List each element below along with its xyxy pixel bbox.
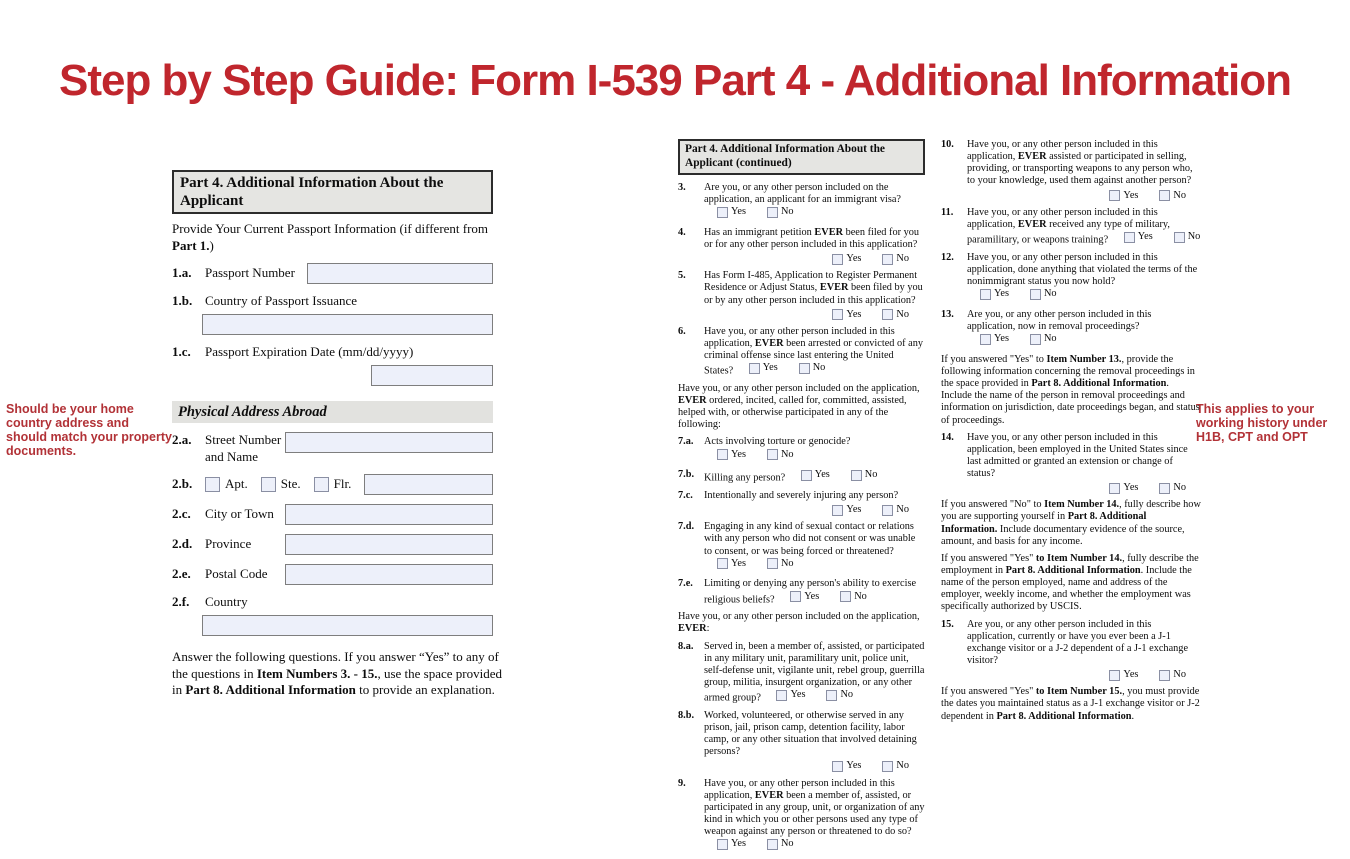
yes-label: Yes	[731, 557, 746, 569]
question-text: If you answered "Yes" to Item Number 13., provide the following information concerning the removal proceedings in the space provided in Part 8. Additional Information. Include the name of the person in removal proceedings and information on jurisdiction, date proceedings began, and status of proceedings.	[941, 353, 1200, 426]
part4-header: Part 4. Additional Information About the Applicant	[172, 170, 493, 214]
question-text: Are you, or any other person included on the application, an applicant for an immigrant visa?	[704, 181, 902, 205]
question-number: 8.b.	[678, 709, 695, 721]
yes-no-group	[832, 253, 909, 265]
question-text: Have you, or any other person included in this application, EVER assisted or participated in selling, providing, or transporting weapons to any person who, to your knowledge, used them against another person?	[967, 139, 1193, 187]
no-label: No	[780, 448, 794, 460]
flr-label: Flr.	[333, 476, 352, 492]
ste-label: Ste.	[280, 476, 301, 492]
ste-option	[261, 476, 301, 493]
question-text: Killing any person?	[704, 472, 786, 484]
passport-number-input[interactable]	[307, 263, 493, 284]
question-text: Has Form I-485, Application to Register Permanent Residence or Adjust Status, EVER been filed by you or by any other person included in this application?	[704, 270, 923, 306]
yes-checkbox[interactable]	[717, 839, 728, 850]
yes-no-group	[1109, 190, 1186, 202]
form-column-questions-10-15	[941, 139, 1202, 728]
no-label: No	[780, 206, 794, 218]
field-label: Country of Passport Issuance	[205, 293, 358, 309]
field-label: Passport Expiration Date (mm/dd/yyyy)	[205, 343, 414, 359]
yes-no-group	[1109, 482, 1186, 494]
no-checkbox[interactable]	[767, 558, 778, 569]
yes-no-group	[776, 689, 853, 701]
field-number: 2.d.	[172, 536, 193, 552]
question-body	[941, 553, 1202, 614]
no-label: No	[896, 760, 909, 772]
question-number: 7.e.	[678, 578, 693, 590]
field-province	[172, 534, 493, 555]
question-body	[704, 521, 925, 573]
question-text: Have you, or any other person included in this application, EVER been arrested or convicted of any criminal offense since last entering the United States?	[704, 325, 924, 377]
question-text: If you answered "Yes" to Item Number 15., you must provide the dates you maintained status as a J-1 exchange visitor or J-2 dependent in Part 8. Additional Information.	[941, 686, 1200, 722]
apt-checkbox[interactable]	[205, 477, 220, 492]
question-row	[941, 354, 1202, 427]
question-body	[967, 139, 1202, 202]
question-body	[967, 432, 1202, 495]
yes-checkbox[interactable]	[832, 505, 843, 516]
yes-checkbox[interactable]	[1109, 670, 1120, 681]
no-label: No	[840, 689, 854, 701]
yes-checkbox[interactable]	[749, 363, 760, 374]
no-checkbox[interactable]	[767, 207, 778, 218]
yes-label: Yes	[846, 760, 862, 772]
question-text: If you answered "No" to Item Number 14., fully describe how you are supporting yourself in Part 8. Additional Information. Include documentary evidence of the source, amount, and basis for any income.	[941, 499, 1201, 547]
yes-no-group	[717, 558, 794, 570]
yes-label: Yes	[994, 333, 1009, 345]
question-row	[941, 139, 1202, 202]
no-label: No	[896, 253, 909, 265]
yes-checkbox[interactable]	[832, 254, 843, 265]
question-row	[941, 432, 1202, 495]
no-checkbox[interactable]	[840, 591, 851, 602]
field-number: 1.c.	[172, 343, 191, 359]
question-text: Have you, or any other person included in this application, EVER received any type of military, paramilitary, or weapons training?	[967, 206, 1170, 246]
yes-label: Yes	[790, 689, 806, 701]
question-text: Has an immigrant petition EVER been filed for you or for any other person included in this application?	[704, 226, 920, 250]
yes-label: Yes	[731, 448, 746, 460]
question-body	[704, 182, 925, 222]
field-passport-number	[172, 263, 493, 284]
flr-option	[314, 476, 352, 493]
question-text: Worked, volunteered, or otherwise served in any prison, jail, prison camp, detention facility, labor camp, or any other situation that involved detaining persons?	[704, 709, 917, 758]
question-body	[704, 436, 925, 464]
yes-label: Yes	[846, 504, 862, 516]
no-checkbox[interactable]	[767, 839, 778, 850]
question-text: If you answered "Yes" to Item Number 14., fully describe the employment in Part 8. Additional Information. Include the name of the person employed, name and address of the employer, weekly income, and whether the employment was specifically authorized by USCIS.	[941, 552, 1199, 613]
no-checkbox[interactable]	[882, 505, 893, 516]
field-number: 1.a.	[172, 265, 192, 281]
form-column-passport-address	[172, 170, 502, 699]
yes-checkbox[interactable]	[1109, 190, 1120, 201]
no-label: No	[1173, 482, 1186, 494]
field-country	[172, 594, 493, 636]
question-body	[704, 641, 925, 705]
yes-label: Yes	[1123, 189, 1139, 201]
question-number: 7.a.	[678, 436, 694, 448]
question-body	[704, 326, 925, 378]
field-street	[172, 432, 493, 465]
question-text: Have you, or any other person included on the application, EVER ordered, incited, called for, committed, assisted, helped with, or otherwise participated in any of the following:	[678, 382, 920, 431]
field-number: 2.e.	[172, 566, 191, 582]
no-checkbox[interactable]	[882, 254, 893, 265]
yes-checkbox[interactable]	[1124, 232, 1135, 243]
question-text: Limiting or denying any person's ability to exercise religious beliefs?	[704, 578, 917, 606]
question-number: 3.	[678, 181, 686, 193]
question-body	[704, 270, 925, 321]
question-text: Have you, or any other person included in this application, EVER been a member of, assisted, or participated in any group, unit, or organization of any kind in which you or other persons used any type of weapon against any person or threatened to do so?	[704, 777, 925, 838]
question-row	[678, 227, 925, 265]
yes-label: Yes	[846, 308, 862, 320]
question-body	[967, 619, 1202, 682]
yes-label: Yes	[814, 469, 830, 481]
no-label: No	[1173, 669, 1186, 681]
yes-checkbox[interactable]	[980, 289, 991, 300]
yes-checkbox[interactable]	[717, 207, 728, 218]
field-number: 2.c.	[172, 506, 191, 522]
field-passport-expiration	[172, 344, 493, 386]
apt-number-input[interactable]	[364, 474, 493, 495]
yes-no-group	[717, 206, 794, 218]
no-checkbox[interactable]	[826, 690, 837, 701]
no-checkbox[interactable]	[882, 309, 893, 320]
no-checkbox[interactable]	[1030, 289, 1041, 300]
city-input[interactable]	[285, 504, 493, 525]
no-checkbox[interactable]	[767, 449, 778, 460]
yes-checkbox[interactable]	[717, 558, 728, 569]
question-row	[678, 383, 925, 432]
part4-continued-header: Part 4. Additional Information About the Applicant (continued)	[678, 139, 925, 175]
question-text: Have you, or any other person included in this application, been employed in the United States since last admitted or granted an extension or change of status?	[967, 431, 1188, 480]
answer-questions-note: Answer the following questions. If you answer “Yes” to any of the questions in Item Numbers 3. - 15., use the space provided in Part 8. Additional Information to provide an explanation.	[172, 648, 502, 698]
annotation-working-history: This applies to your working history under H1B, CPT and OPT	[1196, 402, 1328, 444]
no-checkbox[interactable]	[1159, 190, 1170, 201]
question-body	[704, 578, 925, 606]
flr-checkbox[interactable]	[314, 477, 329, 492]
field-apt-ste-flr	[172, 474, 493, 495]
question-body	[967, 252, 1202, 304]
no-label: No	[812, 362, 826, 374]
question-row	[941, 499, 1202, 548]
questions-10-15	[941, 139, 1202, 723]
question-number: 12.	[941, 251, 954, 263]
question-text: Acts involving torture or genocide?	[704, 436, 851, 448]
question-row	[678, 778, 925, 854]
question-number: 5.	[678, 270, 686, 282]
field-label: Passport Number	[205, 265, 295, 281]
question-body	[941, 499, 1202, 548]
yes-label: Yes	[731, 206, 746, 218]
question-row	[941, 207, 1202, 247]
question-number: 8.a.	[678, 640, 694, 652]
question-body	[941, 354, 1202, 427]
country-of-issuance-input[interactable]	[202, 314, 493, 335]
question-row	[941, 252, 1202, 304]
yes-no-group	[1124, 231, 1201, 243]
question-row	[678, 469, 925, 485]
question-row	[678, 641, 925, 705]
no-label: No	[1173, 189, 1186, 201]
no-checkbox[interactable]	[1159, 670, 1170, 681]
question-row	[678, 521, 925, 573]
question-body	[678, 611, 925, 635]
street-input[interactable]	[285, 432, 493, 453]
question-body	[704, 490, 925, 516]
question-text: Have you, or any other person included on the application, EVER:	[678, 611, 920, 635]
question-row	[678, 326, 925, 378]
question-row	[678, 578, 925, 606]
no-label: No	[864, 469, 878, 481]
passport-intro: Provide Your Current Passport Information (if different from Part 1.)	[172, 221, 489, 253]
postal-code-input[interactable]	[285, 564, 493, 585]
field-number: 2.b.	[172, 476, 193, 492]
no-checkbox[interactable]	[851, 470, 862, 481]
field-label: City or Town	[205, 506, 274, 522]
question-body	[704, 227, 925, 265]
question-row	[678, 710, 925, 773]
yes-no-group	[717, 838, 794, 850]
no-label: No	[896, 308, 909, 320]
no-label: No	[1187, 230, 1201, 242]
yes-no-group	[832, 309, 909, 321]
field-label: Province	[205, 536, 252, 552]
yes-no-group	[980, 288, 1057, 300]
field-label: Street Number and Name	[205, 432, 282, 464]
field-number: 1.b.	[172, 293, 193, 309]
question-row	[941, 309, 1202, 349]
form-column-questions-3-9	[678, 139, 925, 859]
no-label: No	[780, 838, 794, 850]
no-label: No	[1043, 333, 1057, 345]
no-checkbox[interactable]	[1159, 483, 1170, 494]
question-body	[704, 778, 925, 854]
question-number: 6.	[678, 325, 686, 337]
yes-label: Yes	[846, 253, 862, 265]
apt-option	[205, 476, 248, 493]
yes-no-group	[790, 591, 867, 603]
question-number: 15.	[941, 618, 954, 630]
question-number: 13.	[941, 308, 954, 320]
no-checkbox[interactable]	[799, 363, 810, 374]
question-number: 14.	[941, 431, 954, 443]
yes-label: Yes	[1123, 669, 1139, 681]
question-body	[941, 686, 1202, 722]
question-row	[678, 611, 925, 635]
no-checkbox[interactable]	[1174, 232, 1185, 243]
yes-no-group	[832, 760, 909, 772]
question-body	[967, 309, 1202, 349]
yes-no-group	[717, 449, 794, 461]
question-text: Are you, or any other person included in this application, currently or have you ever been a J-1 exchange visitor or a J-2 dependent of a J-1 exchange visitor?	[967, 618, 1189, 667]
passport-expiration-input[interactable]	[371, 365, 493, 386]
question-number: 11.	[941, 206, 954, 218]
yes-no-group	[801, 469, 878, 481]
no-checkbox[interactable]	[882, 761, 893, 772]
yes-label: Yes	[994, 288, 1009, 300]
question-row	[678, 270, 925, 321]
question-text: Engaging in any kind of sexual contact or relations with any person who did not consent or was unable to consent, or was being forced or threatened?	[704, 521, 916, 557]
field-postal-code	[172, 564, 493, 585]
question-row	[678, 182, 925, 222]
question-row	[678, 490, 925, 516]
question-body	[967, 207, 1202, 247]
field-number: 2.a.	[172, 432, 192, 448]
question-body	[678, 383, 925, 432]
page-title: Step by Step Guide: Form I-539 Part 4 - Additional Information	[58, 56, 1292, 105]
questions-3-9	[678, 182, 925, 854]
no-label: No	[780, 557, 794, 569]
field-label: Country	[205, 594, 248, 610]
no-label: No	[854, 590, 867, 602]
field-number: 2.f.	[172, 594, 190, 610]
question-number: 7.c.	[678, 490, 693, 502]
yes-checkbox[interactable]	[801, 470, 812, 481]
yes-checkbox[interactable]	[1109, 483, 1120, 494]
question-number: 10.	[941, 139, 954, 150]
physical-address-abroad-header: Physical Address Abroad	[172, 401, 493, 424]
no-label: No	[896, 504, 909, 516]
question-row	[941, 619, 1202, 682]
yes-checkbox[interactable]	[832, 309, 843, 320]
yes-label: Yes	[1123, 482, 1139, 494]
question-text: Intentionally and severely injuring any person?	[704, 490, 899, 502]
question-text: Served in, been a member of, assisted, or participated in any military unit, paramilitary unit, police unit, self-defense unit, vigilante unit, rebel group, guerrilla group, militia, insurgent organization, or any other armed group?	[704, 640, 925, 704]
question-row	[941, 686, 1202, 722]
yes-checkbox[interactable]	[832, 761, 843, 772]
field-city	[172, 504, 493, 525]
question-row	[678, 436, 925, 464]
yes-label: Yes	[731, 838, 746, 850]
yes-checkbox[interactable]	[790, 591, 801, 602]
annotation-home-country: Should be your home country address and should match your property documents.	[6, 402, 172, 458]
country-input[interactable]	[202, 615, 493, 636]
yes-label: Yes	[762, 362, 778, 374]
question-number: 4.	[678, 226, 686, 238]
yes-no-group	[980, 333, 1057, 345]
no-checkbox[interactable]	[1030, 334, 1041, 345]
field-country-of-issuance	[172, 293, 493, 335]
ste-checkbox[interactable]	[261, 477, 276, 492]
field-label: Postal Code	[205, 566, 268, 582]
yes-checkbox[interactable]	[776, 690, 787, 701]
yes-no-group	[832, 504, 909, 516]
question-text: Are you, or any other person included in this application, now in removal proceedings?	[967, 308, 1152, 332]
yes-label: Yes	[804, 590, 820, 602]
question-number: 9.	[678, 777, 686, 789]
yes-no-group	[1109, 669, 1186, 681]
question-number: 7.d.	[678, 521, 695, 533]
province-input[interactable]	[285, 534, 493, 555]
question-row	[941, 553, 1202, 614]
apt-label: Apt.	[225, 476, 248, 492]
yes-no-group	[749, 362, 826, 374]
question-body	[704, 469, 925, 485]
question-number: 7.b.	[678, 469, 695, 481]
no-label: No	[1043, 288, 1057, 300]
yes-checkbox[interactable]	[980, 334, 991, 345]
yes-label: Yes	[1137, 230, 1153, 242]
question-body	[704, 710, 925, 773]
yes-checkbox[interactable]	[717, 449, 728, 460]
question-text: Have you, or any other person included in this application, done anything that violated the terms of the nonimmigrant status you now hold?	[967, 251, 1198, 287]
